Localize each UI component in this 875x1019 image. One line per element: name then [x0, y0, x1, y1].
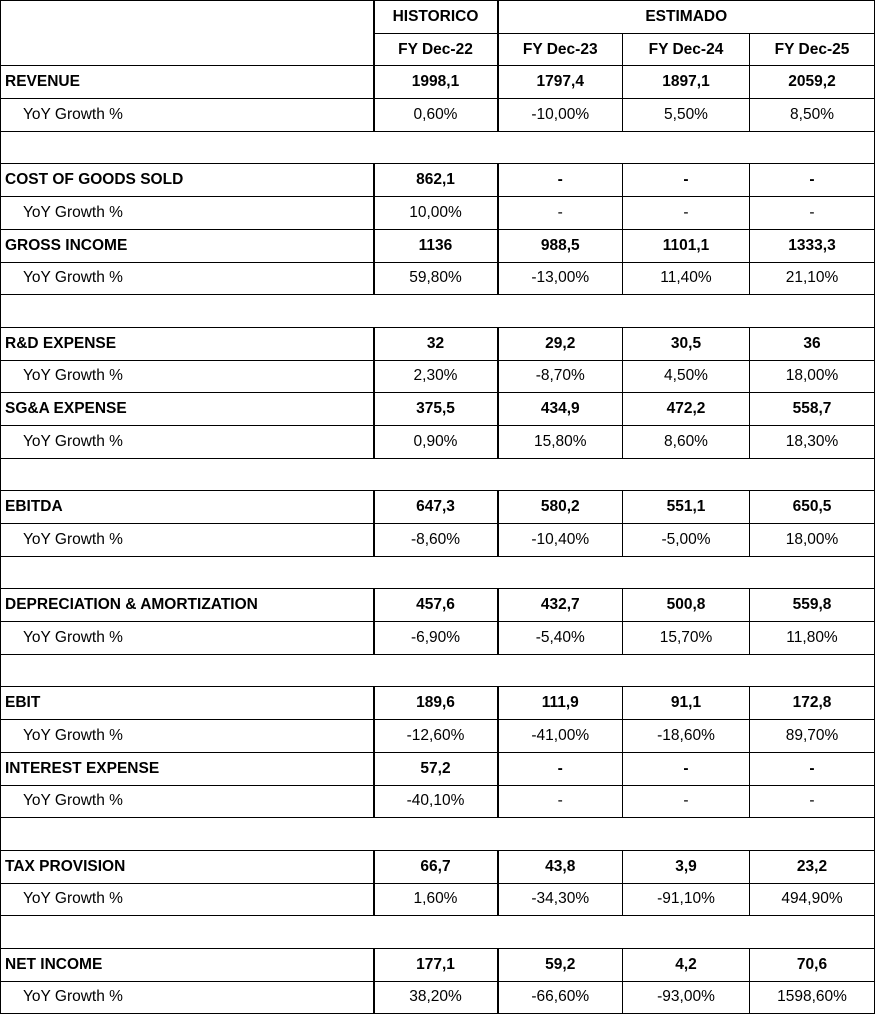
- growth-cell: -12,60%: [374, 720, 498, 753]
- growth-cell: 15,70%: [623, 622, 750, 655]
- spacer-cell: [1, 556, 875, 589]
- growth-label: YoY Growth %: [1, 360, 374, 393]
- line-item-row: [1, 164, 875, 197]
- growth-cell: -34,30%: [498, 883, 623, 916]
- growth-label: YoY Growth %: [1, 785, 374, 818]
- growth-cell: 89,70%: [750, 720, 875, 753]
- value-cell: 66,7: [374, 850, 498, 883]
- growth-label: YoY Growth %: [1, 524, 374, 557]
- growth-cell: -: [750, 785, 875, 818]
- growth-cell: -: [623, 197, 750, 230]
- line-item-label: EBITDA: [1, 491, 374, 524]
- line-item-row: [1, 752, 875, 785]
- value-cell: 29,2: [498, 327, 623, 360]
- value-cell: -: [750, 164, 875, 197]
- value-cell: 3,9: [623, 850, 750, 883]
- growth-cell: 1,60%: [374, 883, 498, 916]
- value-cell: 177,1: [374, 948, 498, 981]
- growth-cell: -10,00%: [498, 99, 623, 132]
- line-item-row: [1, 393, 875, 426]
- growth-cell: 10,00%: [374, 197, 498, 230]
- line-item-row: [1, 229, 875, 262]
- value-cell: -: [623, 752, 750, 785]
- value-cell: 647,3: [374, 491, 498, 524]
- growth-cell: -93,00%: [623, 981, 750, 1014]
- value-cell: 189,6: [374, 687, 498, 720]
- value-cell: 2059,2: [750, 66, 875, 99]
- growth-cell: 0,60%: [374, 99, 498, 132]
- growth-cell: -41,00%: [498, 720, 623, 753]
- growth-label: YoY Growth %: [1, 883, 374, 916]
- line-item-label: REVENUE: [1, 66, 374, 99]
- line-item-label: TAX PROVISION: [1, 850, 374, 883]
- spacer-row: [1, 295, 875, 328]
- growth-row: [1, 360, 875, 393]
- line-item-row: [1, 66, 875, 99]
- header-label-cell: [1, 1, 374, 66]
- value-cell: 23,2: [750, 850, 875, 883]
- line-item-row: [1, 589, 875, 622]
- growth-row: [1, 720, 875, 753]
- growth-label: YoY Growth %: [1, 197, 374, 230]
- value-cell: 30,5: [623, 327, 750, 360]
- value-cell: 650,5: [750, 491, 875, 524]
- line-item-label: DEPRECIATION & AMORTIZATION: [1, 589, 374, 622]
- value-cell: 43,8: [498, 850, 623, 883]
- value-cell: -: [498, 164, 623, 197]
- growth-cell: 21,10%: [750, 262, 875, 295]
- growth-row: [1, 524, 875, 557]
- value-cell: 1136: [374, 229, 498, 262]
- value-cell: 472,2: [623, 393, 750, 426]
- growth-row: [1, 425, 875, 458]
- estimado-header: ESTIMADO: [498, 1, 875, 34]
- line-item-label: INTEREST EXPENSE: [1, 752, 374, 785]
- growth-cell: 1598,60%: [750, 981, 875, 1014]
- spacer-row: [1, 916, 875, 949]
- spacer-cell: [1, 916, 875, 949]
- spacer-row: [1, 654, 875, 687]
- growth-row: [1, 981, 875, 1014]
- value-cell: 32: [374, 327, 498, 360]
- growth-row: [1, 622, 875, 655]
- growth-cell: -6,90%: [374, 622, 498, 655]
- value-cell: 432,7: [498, 589, 623, 622]
- period-header: FY Dec-24: [623, 33, 750, 66]
- growth-cell: 11,40%: [623, 262, 750, 295]
- spacer-cell: [1, 131, 875, 164]
- historico-header: HISTORICO: [374, 1, 498, 34]
- growth-cell: -5,00%: [623, 524, 750, 557]
- growth-cell: 15,80%: [498, 425, 623, 458]
- growth-label: YoY Growth %: [1, 99, 374, 132]
- value-cell: 1897,1: [623, 66, 750, 99]
- value-cell: 59,2: [498, 948, 623, 981]
- value-cell: 1101,1: [623, 229, 750, 262]
- growth-cell: 18,30%: [750, 425, 875, 458]
- value-cell: 172,8: [750, 687, 875, 720]
- value-cell: 580,2: [498, 491, 623, 524]
- growth-cell: -: [498, 785, 623, 818]
- growth-cell: -91,10%: [623, 883, 750, 916]
- spacer-cell: [1, 295, 875, 328]
- value-cell: -: [623, 164, 750, 197]
- growth-cell: -: [498, 197, 623, 230]
- line-item-label: SG&A EXPENSE: [1, 393, 374, 426]
- spacer-row: [1, 818, 875, 851]
- growth-cell: 0,90%: [374, 425, 498, 458]
- line-item-label: EBIT: [1, 687, 374, 720]
- growth-row: [1, 785, 875, 818]
- value-cell: 559,8: [750, 589, 875, 622]
- growth-cell: 38,20%: [374, 981, 498, 1014]
- value-cell: 4,2: [623, 948, 750, 981]
- growth-label: YoY Growth %: [1, 425, 374, 458]
- spacer-row: [1, 131, 875, 164]
- line-item-row: [1, 850, 875, 883]
- spacer-cell: [1, 458, 875, 491]
- header-row-1: [1, 1, 875, 34]
- value-cell: 500,8: [623, 589, 750, 622]
- value-cell: 70,6: [750, 948, 875, 981]
- value-cell: 457,6: [374, 589, 498, 622]
- line-item-label: COST OF GOODS SOLD: [1, 164, 374, 197]
- growth-row: [1, 883, 875, 916]
- growth-cell: 11,80%: [750, 622, 875, 655]
- growth-cell: 494,90%: [750, 883, 875, 916]
- growth-cell: -13,00%: [498, 262, 623, 295]
- growth-cell: 5,50%: [623, 99, 750, 132]
- value-cell: 1797,4: [498, 66, 623, 99]
- period-header: FY Dec-23: [498, 33, 623, 66]
- growth-cell: -18,60%: [623, 720, 750, 753]
- period-header: FY Dec-25: [750, 33, 875, 66]
- spacer-row: [1, 458, 875, 491]
- growth-cell: -66,60%: [498, 981, 623, 1014]
- line-item-row: [1, 687, 875, 720]
- growth-label: YoY Growth %: [1, 262, 374, 295]
- line-item-row: [1, 327, 875, 360]
- line-item-label: NET INCOME: [1, 948, 374, 981]
- growth-cell: -10,40%: [498, 524, 623, 557]
- growth-row: [1, 197, 875, 230]
- growth-row: [1, 99, 875, 132]
- value-cell: 111,9: [498, 687, 623, 720]
- line-item-label: R&D EXPENSE: [1, 327, 374, 360]
- growth-label: YoY Growth %: [1, 981, 374, 1014]
- line-item-row: [1, 948, 875, 981]
- value-cell: 434,9: [498, 393, 623, 426]
- value-cell: 862,1: [374, 164, 498, 197]
- value-cell: -: [750, 752, 875, 785]
- growth-cell: -: [623, 785, 750, 818]
- value-cell: 558,7: [750, 393, 875, 426]
- value-cell: 91,1: [623, 687, 750, 720]
- value-cell: 551,1: [623, 491, 750, 524]
- growth-cell: -8,70%: [498, 360, 623, 393]
- value-cell: 375,5: [374, 393, 498, 426]
- growth-cell: 8,50%: [750, 99, 875, 132]
- value-cell: 1998,1: [374, 66, 498, 99]
- spacer-cell: [1, 818, 875, 851]
- line-item-label: GROSS INCOME: [1, 229, 374, 262]
- spacer-row: [1, 556, 875, 589]
- value-cell: 36: [750, 327, 875, 360]
- growth-cell: 2,30%: [374, 360, 498, 393]
- value-cell: 988,5: [498, 229, 623, 262]
- period-header: FY Dec-22: [374, 33, 498, 66]
- value-cell: 57,2: [374, 752, 498, 785]
- growth-cell: -8,60%: [374, 524, 498, 557]
- growth-label: YoY Growth %: [1, 622, 374, 655]
- growth-label: YoY Growth %: [1, 720, 374, 753]
- growth-cell: 8,60%: [623, 425, 750, 458]
- growth-cell: 18,00%: [750, 524, 875, 557]
- growth-cell: 4,50%: [623, 360, 750, 393]
- growth-cell: -: [750, 197, 875, 230]
- value-cell: -: [498, 752, 623, 785]
- growth-row: [1, 262, 875, 295]
- growth-cell: -40,10%: [374, 785, 498, 818]
- growth-cell: -5,40%: [498, 622, 623, 655]
- growth-cell: 59,80%: [374, 262, 498, 295]
- growth-cell: 18,00%: [750, 360, 875, 393]
- spacer-cell: [1, 654, 875, 687]
- value-cell: 1333,3: [750, 229, 875, 262]
- line-item-row: [1, 491, 875, 524]
